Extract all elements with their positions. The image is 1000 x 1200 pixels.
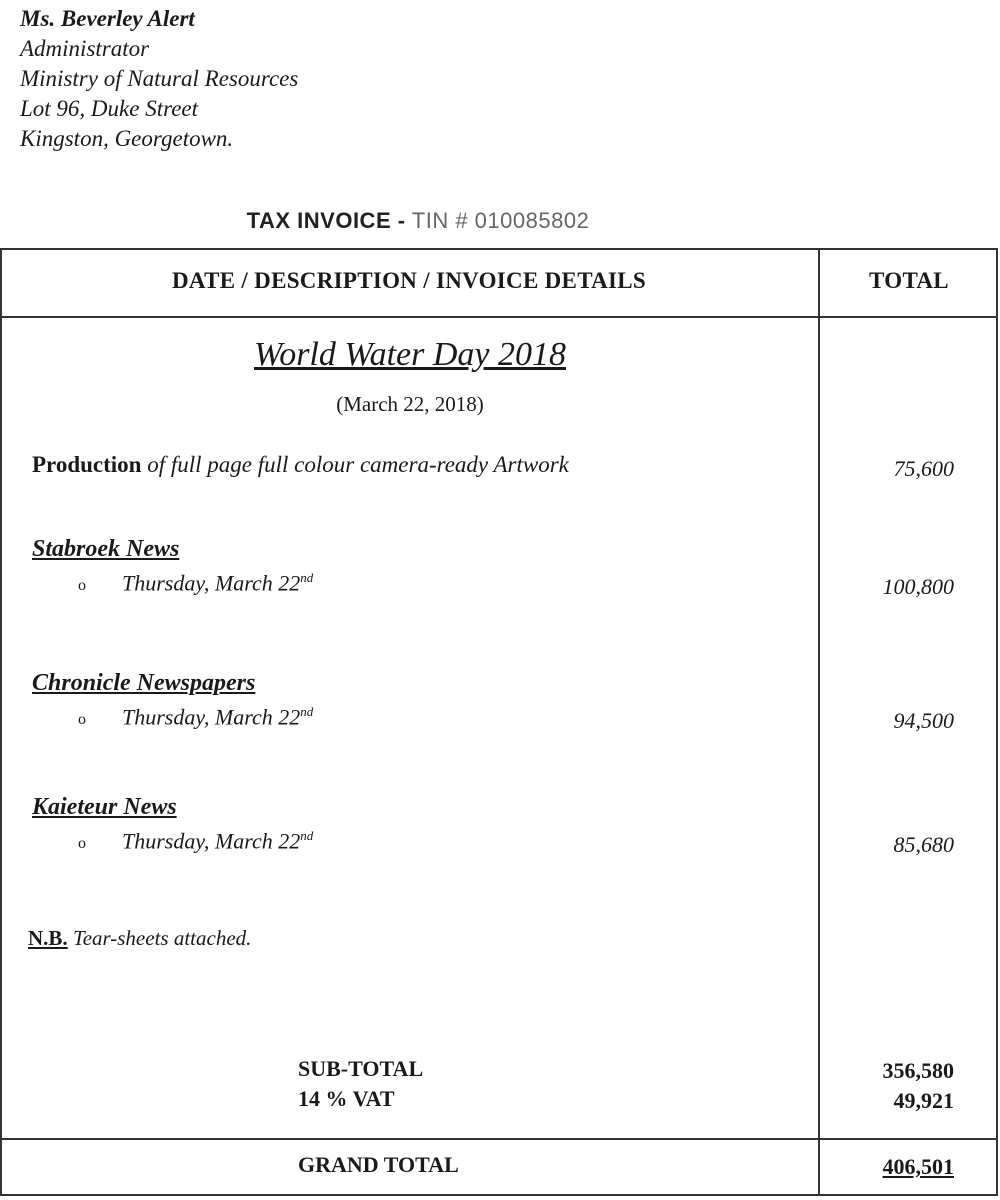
- summary-divider: [0, 1138, 998, 1140]
- note-key: N.B.: [28, 926, 68, 950]
- event-date: (March 22, 2018): [336, 392, 484, 416]
- outlet-date: Thursday, March 22: [122, 570, 301, 596]
- recipient-street: Lot 96, Duke Street: [20, 96, 199, 121]
- outlet-date-suffix: nd: [300, 570, 314, 585]
- recipient-name: Ms. Beverley Alert: [20, 6, 195, 31]
- outlet-item: [78, 828, 313, 854]
- total-column-header: TOTAL: [869, 268, 949, 293]
- production-bold: Production: [32, 452, 142, 477]
- outlet-amount: 100,800: [882, 574, 954, 599]
- outlet-date: Thursday, March 22: [122, 828, 301, 854]
- outlet-name: Chronicle Newspapers: [32, 670, 256, 696]
- outlet-item: [78, 704, 313, 730]
- recipient-city: Kingston, Georgetown.: [20, 126, 234, 151]
- note-text: Tear-sheets attached.: [67, 926, 252, 950]
- outlet-item: [78, 570, 313, 596]
- table-bottom-border: [0, 1194, 998, 1196]
- event-title: World Water Day 2018: [254, 336, 566, 373]
- bullet-icon: o: [78, 577, 86, 595]
- column-divider: [818, 248, 820, 1196]
- recipient-title: Administrator: [20, 36, 150, 61]
- recipient-address: [20, 4, 298, 154]
- production-amount: 75,600: [893, 456, 954, 481]
- production-text: of full page full colour camera-ready Artwork: [141, 452, 569, 477]
- outlet-date: Thursday, March 22: [122, 704, 301, 730]
- table-right-border: [996, 248, 998, 1196]
- recipient-org: Ministry of Natural Resources: [20, 66, 299, 91]
- description-column-header: DATE / DESCRIPTION / INVOICE DETAILS: [171, 268, 647, 293]
- grand-total-label: GRAND TOTAL: [298, 1152, 459, 1177]
- vat-label: 14 % VAT: [298, 1086, 395, 1111]
- outlet-date-suffix: nd: [300, 828, 314, 843]
- tax-invoice-label: TAX INVOICE -: [246, 208, 406, 233]
- bullet-icon: o: [78, 835, 86, 853]
- subtotal-label: SUB-TOTAL: [298, 1056, 424, 1081]
- table-top-border: [0, 248, 998, 250]
- subtotal-amount: 356,580: [882, 1058, 954, 1083]
- outlet-amount: 94,500: [893, 708, 954, 733]
- outlet-name: Kaieteur News: [32, 794, 177, 820]
- tax-invoice-heading: [0, 208, 836, 234]
- outlet-date-suffix: nd: [300, 704, 314, 719]
- outlet-name: Stabroek News: [32, 536, 180, 562]
- tin-number: TIN # 010085802: [411, 208, 590, 233]
- table-left-border: [0, 248, 2, 1196]
- outlet-amount: 85,680: [893, 832, 954, 857]
- bullet-icon: o: [78, 711, 86, 729]
- grand-total-amount: 406,501: [882, 1154, 954, 1179]
- note: [28, 926, 251, 951]
- header-bottom-border: [0, 316, 998, 318]
- production-line: [32, 452, 569, 478]
- vat-amount: 49,921: [893, 1088, 954, 1113]
